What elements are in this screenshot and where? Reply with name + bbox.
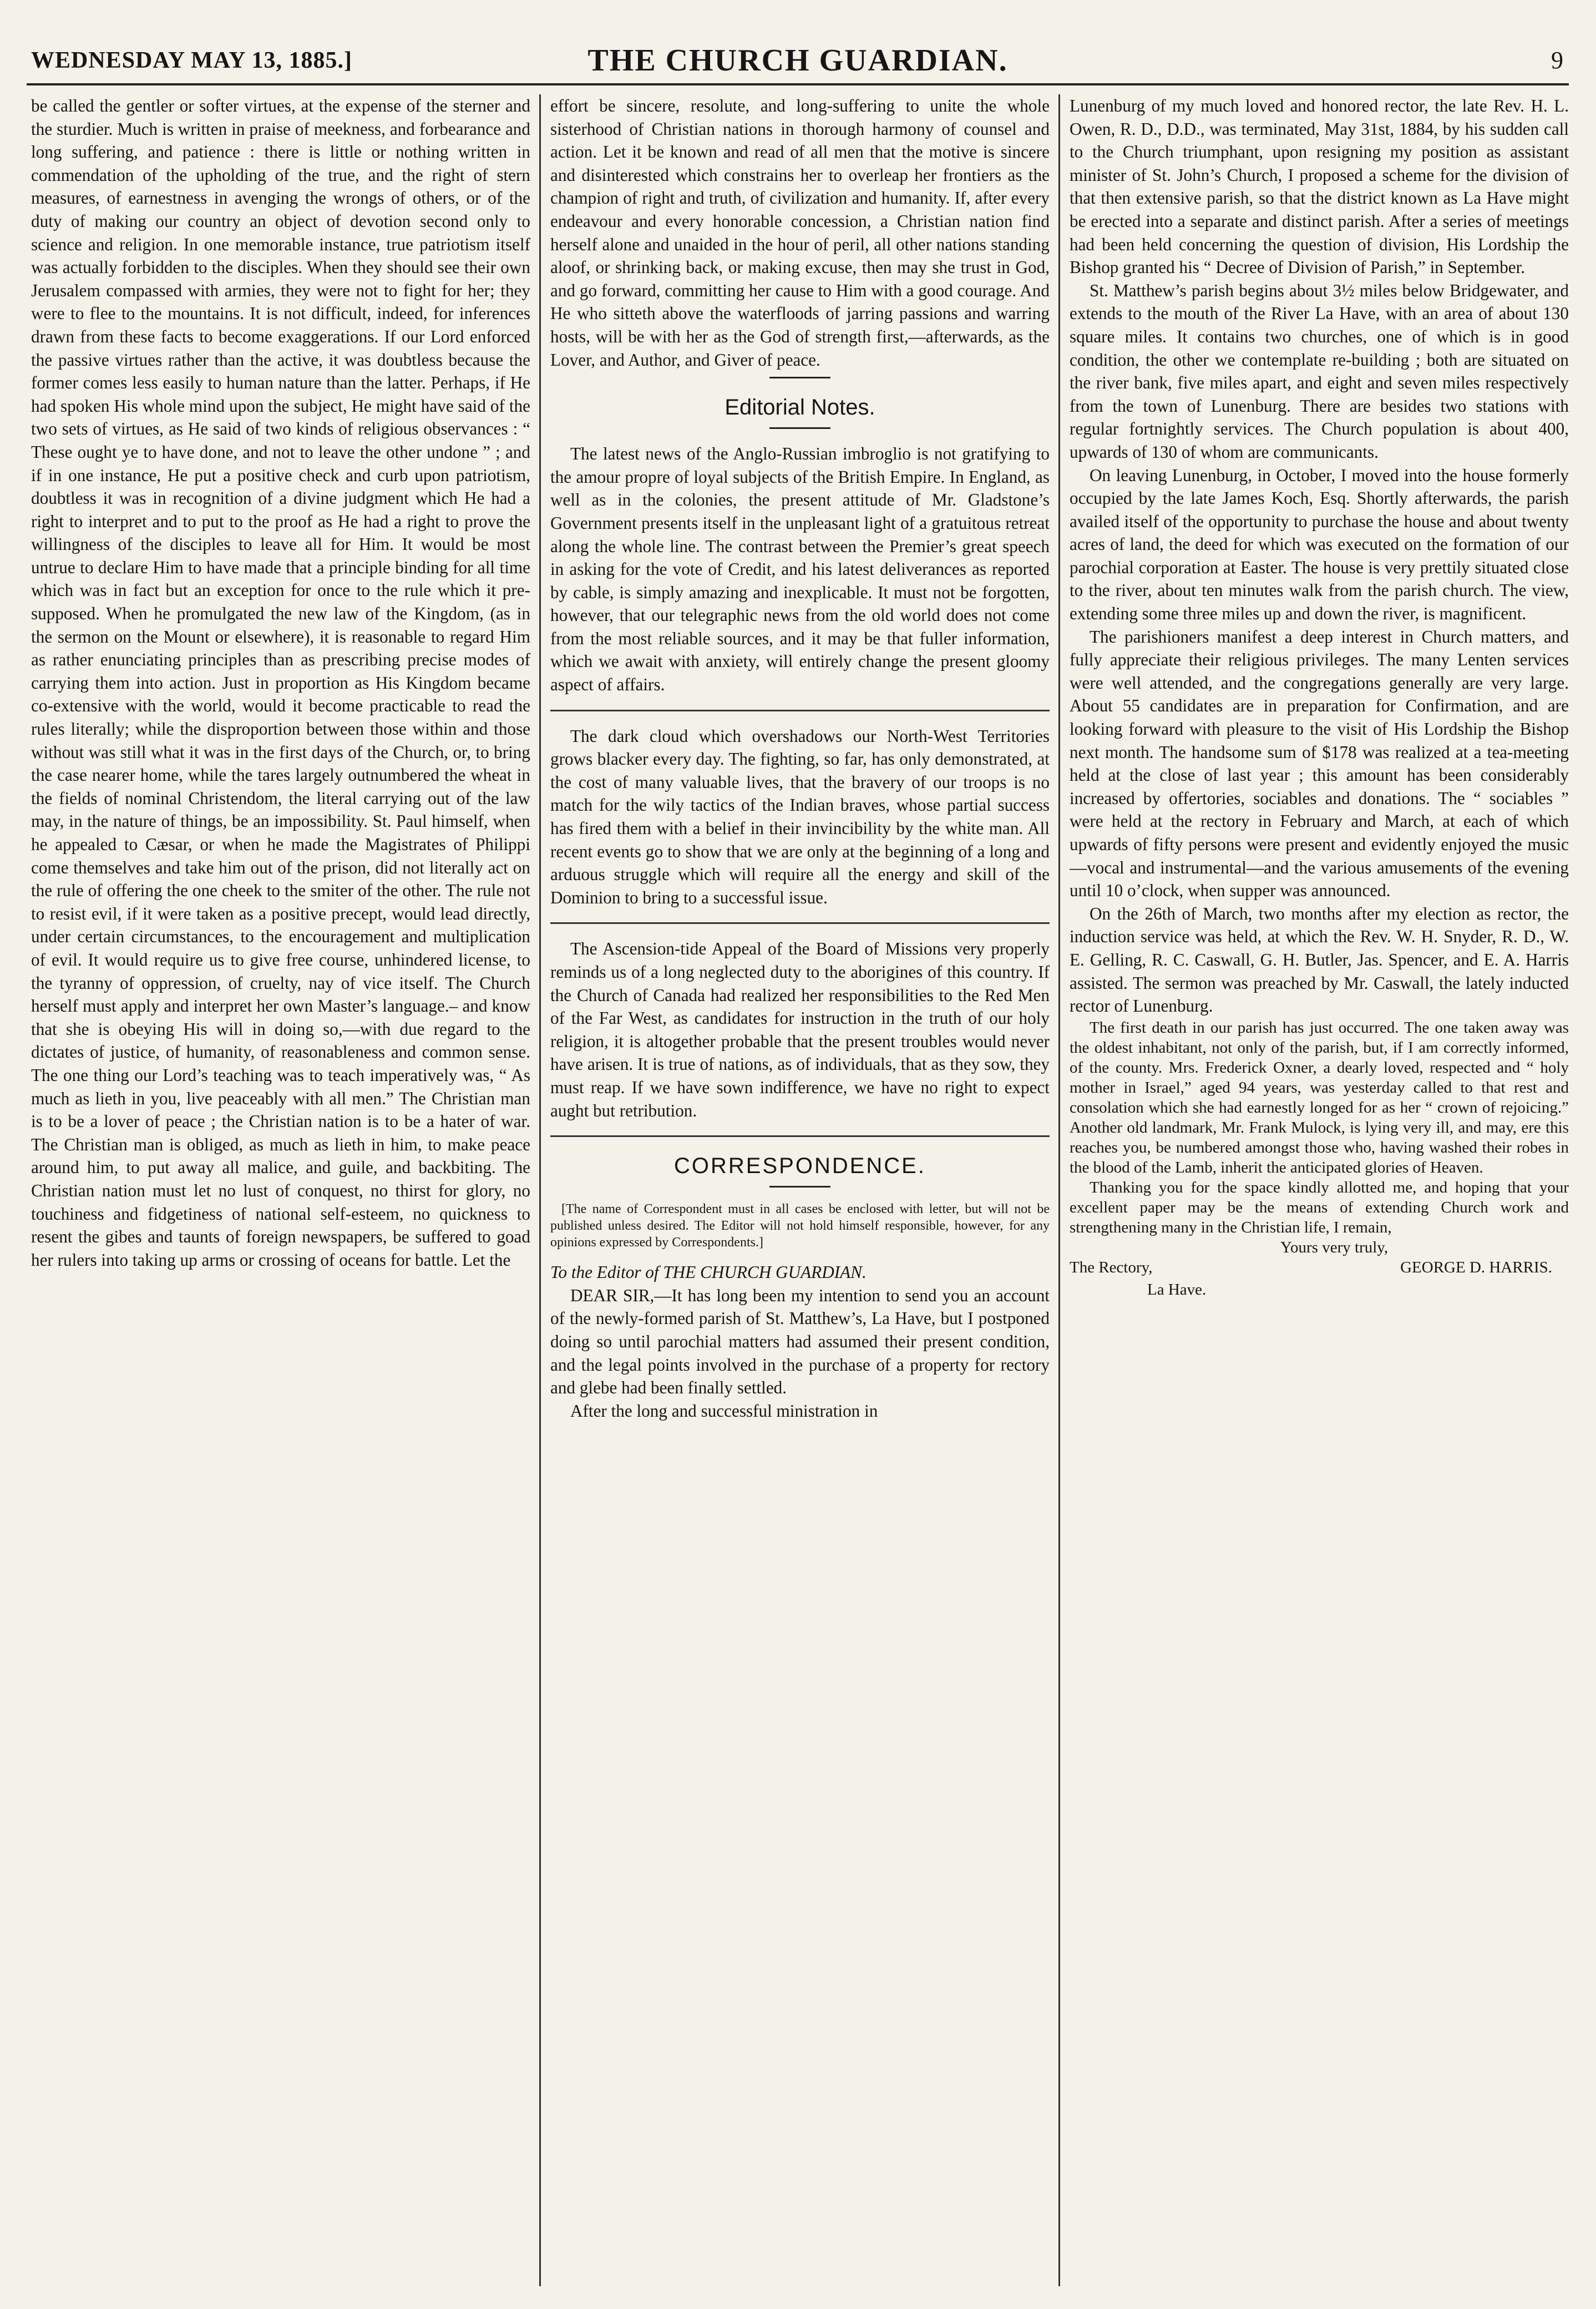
page-number: 9 xyxy=(1551,47,1563,74)
divider xyxy=(550,922,1050,924)
article-paragraph: effort be sincere, resolute, and long-suffering to unite the whole sisterhood of Christian nations in thorough harmony of counsel and action. Let it be known and read of all men that the motive is sincere and disinterested which constrains her to overleap her frontiers as the champion of right and truth, of civilization and humanity. If, after every endeavour and every honorable concession, a Christian nation find herself alone and unaided in the hour of peril, all other nations standing aloof, or shrinking back, or making excuse, then may she trust in God, and go forward, committing her cause to Him with a good courage. And He who sitteth above the waterfloods of jarring passions and warring hosts, will be with her as the God of strength first,—afterwards, as the Lover, and Author, and Giver of peace. xyxy=(550,96,1050,370)
letter-paragraph: DEAR SIR,—It has long been my intention to send you an account of the newly-formed parish of St. Matthew’s, La Have, but I postponed doing so until parochial matters had assumed their present condition, and the legal points involved in the purchase of a property for rectory and glebe had been finally settled. xyxy=(550,1285,1050,1398)
masthead-title: THE CHURCH GUARDIAN. xyxy=(587,43,1008,78)
letter-paragraph: The parishioners manifest a deep interest in Church matters, and fully appreciate their religious privileges. The many Lenten services were well attended, and the congregations generally are very large. About 55 candidates are in preparation for Confirmation, and are looking forward with pleasure to the visit of His Lordship the Bishop next month. The handsome sum of $178 was realized at a tea-meeting held at the close of last year ; this amount has been considerably increased by offertories, sociables and donations. The “ sociables ” were held at the rectory in February and March, at each of which upwards of fifty persons were present and evidently enjoyed the music—vocal and instrumental—and the various amusements of the evening until 10 o’clock, when supper was announced. xyxy=(1070,626,1569,901)
divider xyxy=(550,1135,1050,1137)
letter-paragraph: On leaving Lunenburg, in October, I moved into the house formerly occupied by the late James Koch, Esq. Shortly afterwards, the parish availed itself of the opportunity to purchase the house and about twenty acres of land, the deed for which was executed on the formation of our parochial corporation at Easter. The house is very prettily situated close to the river, about ten minutes walk from the parish church. The view, extending some three miles up and down the river, is magnificent. xyxy=(1070,465,1569,624)
page-header xyxy=(27,22,1569,85)
editorial-paragraph: The Ascension-tide Appeal of the Board of Missions very properly reminds us of a long neglected duty to the aborigines of this country. If the Church of Canada had realized her responsibilities to the Red Men of the Far West, as candidates for instruction in the truth of our holy religion, it is altogether probable that the present troubles would never have arisen. It is true of nations, as of individuals, that as they sow, they must reap. If we have sown indifference, we have no right to expect aught but retribution. xyxy=(550,939,1050,1120)
newspaper-page xyxy=(27,22,1569,2286)
rectory-line: The Rectory, xyxy=(1070,1258,1153,1276)
letter-paragraph: After the long and successful ministration in xyxy=(570,1401,878,1421)
divider xyxy=(550,710,1050,711)
article-columns xyxy=(27,94,1569,2286)
correspondence-heading: CORRESPONDENCE. xyxy=(674,1154,926,1179)
correspondence-note: [The name of Correspondent must in all cases be enclosed with letter, but will not be published unless desired. The Editor will not hold himself responsible, however, for any opinions expressed by Correspondents.] xyxy=(550,1202,1050,1250)
letter-paragraph: The first death in our parish has just occurred. The one taken away was the oldest inhabitant, not only of the parish, but, if I am correctly informed, of the county. Mrs. Frederick Oxner, a dearly loved, respected and “ holy mother in Israel,” aged 94 years, was yesterday called to that rest and consolation which she had earnestly longed for as her “ crown of rejoicing.” Another old landmark, Mr. Frank Mulock, is lying very ill, and may, ere this reaches you, be numbered amongst those who, having washed their robes in the blood of the Lamb, inherit the anticipated glories of Heaven. xyxy=(1070,1018,1569,1176)
letter-paragraph: On the 26th of March, two months after my election as rector, the induction service was held, at which the Rev. W. H. Snyder, R. D., W. E. Gelling, R. C. Caswall, G. H. Butler, Jas. Spencer, and E. A. Harris assisted. The sermon was preached by Mr. Caswall, the lately inducted rector of Lunenburg. xyxy=(1070,903,1569,1016)
divider xyxy=(769,427,830,429)
column-2 xyxy=(550,94,1050,2286)
letter-paragraph: Lunenburg of my much loved and honored rector, the late Rev. H. L. Owen, R. D., D.D., was terminated, May 31st, 1884, by his sudden call to the Church triumphant, upon resigning my position as assistant minister of St. John’s Church, I proposed a scheme for the division of that then extensive parish, so that the district known as La Have might be erected into a separate and distinct parish. After a series of meetings had been held concerning the question of division, His Lordship the Bishop granted his “ Decree of Division of Parish,” in September. xyxy=(1070,96,1569,277)
letter-closing: Yours very truly, xyxy=(1280,1238,1389,1256)
letter-paragraph: St. Matthew’s parish begins about 3½ miles below Bridgewater, and extends to the mouth of the River La Have, with an area of about 130 square miles. It contains two churches, one of which is in good condition, the other we contemplate re-building ; both are situated on the river bank, five miles apart, and eight and seven miles respectively from the town of Lunenburg. There are besides two stations with regular fortnightly services. The Church population is about 400, upwards of 130 of whom are communicants. xyxy=(1070,280,1569,462)
editorial-paragraph: The latest news of the Anglo-Russian imbroglio is not gratifying to the amour propre of loyal subjects of the British Empire. In England, as well as in the colonies, the present attitude of Mr. Gladstone’s Government presents itself in the unpleasant light of a gratuitous retreat along the whole line. The contrast between the Premier’s great speech in asking for the vote of Credit, and his latest deliverances as reported by cable, is simply amazing and inexplicable. It must not be forgotten, however, that our telegraphic news from the old world does not come from the most reliable sources, and it may be that fuller information, which we await with anxiety, will entirely change the present gloomy aspect of affairs. xyxy=(550,444,1050,695)
editorial-paragraph: The dark cloud which overshadows our North-West Territories grows blacker every day. The fighting, so far, has only demonstrated, at the cost of many valuable lives, that the bravery of our troops is no match for the wily tactics of the Indian braves, whose partial success has fired them with a belief in their invincibility by the white man. All recent events go to show that we are only at the beginning of a long and arduous struggle which will require all the energy and skill of the Dominion to bring to a successful issue. xyxy=(550,726,1050,907)
article-paragraph: be called the gentler or softer virtues, at the expense of the sterner and the sturdier. Much is written in praise of meekness, and forbearance and long suffering, and patience : there is little or nothing written in commendation of the upholding of the true, and the right of stern measures, of earnestness in avenging the wrongs of others, or of the duty of making our country an object of devotion second only to science and religion. In one memorable instance, true patriotism itself was actually forbidden to the disciples. When they should see their own Jerusalem compassed with armies, they were not to fight for her; they were to flee to the mountains. It is not difficult, indeed, for inferences drawn from these facts to become exaggerations. If our Lord enforced the passive virtues rather than the active, it was doubtless because the former comes less easily to human nature than the latter. Perhaps, if He had spoken His whole mind upon the subject, He might have said of the two sets of virtues, as He said of two kinds of religious observances : “ These ought ye to have done, and not to leave the other undone ” ; and if in one instance, He put a positive check and curb upon patriotism, doubtless it was in recognition of a divine judgment which He had a right to interpret and to put to the proof as He had a right to prove the willingness of the disciples to leave all for Him. It would be most untrue to declare Him to have made that a principle binding for all time which was in fact but an exception for once to the rule which it pre-supposed. When he promulgated the new law of the Kingdom, (as in the sermon on the Mount or elsewhere), it is reasonable to regard Him as rather enunciating principles than as prescribing precise modes of carrying them into action. Just in proportion as His Kingdom became co-extensive with the world, would it become practicable to read the rules literally; while the disproportion between those within and those without was still what it was in the first days of the Church, or, to bring the case nearer home, while the tares largely outnumbered the wheat in the fields of nominal Christendom, the literal carrying out of the law may, in the nature of things, be an impossibility. St. Paul himself, when he appealed to Cæsar, or when he made the Magistrates of Philippi come themselves and take him out of the prison, did not literally act on the rule of offering the one cheek to the smiter of the other. The rule not to resist evil, if it were taken as a positive precept, would lead directly, under certain circumstances, to the encouragement and multiplication of evil. It would require us to give free course, unhindered license, to the tyranny of oppression, of cruelty, nay of vice itself. The Church herself must apply and interpret her own Master’s language.– and know that she is obeying His will in doing so,—with due regard to the dictates of justice, of humanity, of reasonableness and common sense. The one thing our Lord’s teaching was to teach imperatively was, “ As much as lieth in you, live peaceably with all men.” The Christian man is to be a lover of peace ; the Christian nation is to be a hater of war. The Christian man is obliged, as much as lieth in him, to make peace around him, to put away all malice, and guile, and backbiting. The Christian nation must let no lust of conquest, no thirst for glory, no touchiness and fidgetiness of national self-esteem, no quickness to resent the gibes and taunts of foreign newspapers, be suffered to goad her rulers into taking up arms or crossing of oceans for battle. Let the xyxy=(31,96,530,1270)
letter-paragraph: Thanking you for the space kindly allotted me, and hoping that your excellent paper may be the means of extending Church work and strengthening many in the Christian life, I remain, xyxy=(1070,1178,1569,1236)
issue-date: WEDNESDAY MAY 13, 1885.] xyxy=(31,48,353,73)
editorial-notes-heading: Editorial Notes. xyxy=(724,395,875,420)
divider xyxy=(769,377,830,378)
signature-row xyxy=(1070,1257,1569,1280)
letter-address: To the Editor of THE CHURCH GUARDIAN. xyxy=(550,1262,867,1282)
divider xyxy=(769,1186,830,1188)
signature-name: GEORGE D. HARRIS. xyxy=(1400,1258,1552,1276)
column-3 xyxy=(1070,94,1569,2286)
place-line: La Have. xyxy=(1147,1280,1207,1299)
column-1 xyxy=(31,94,530,2286)
